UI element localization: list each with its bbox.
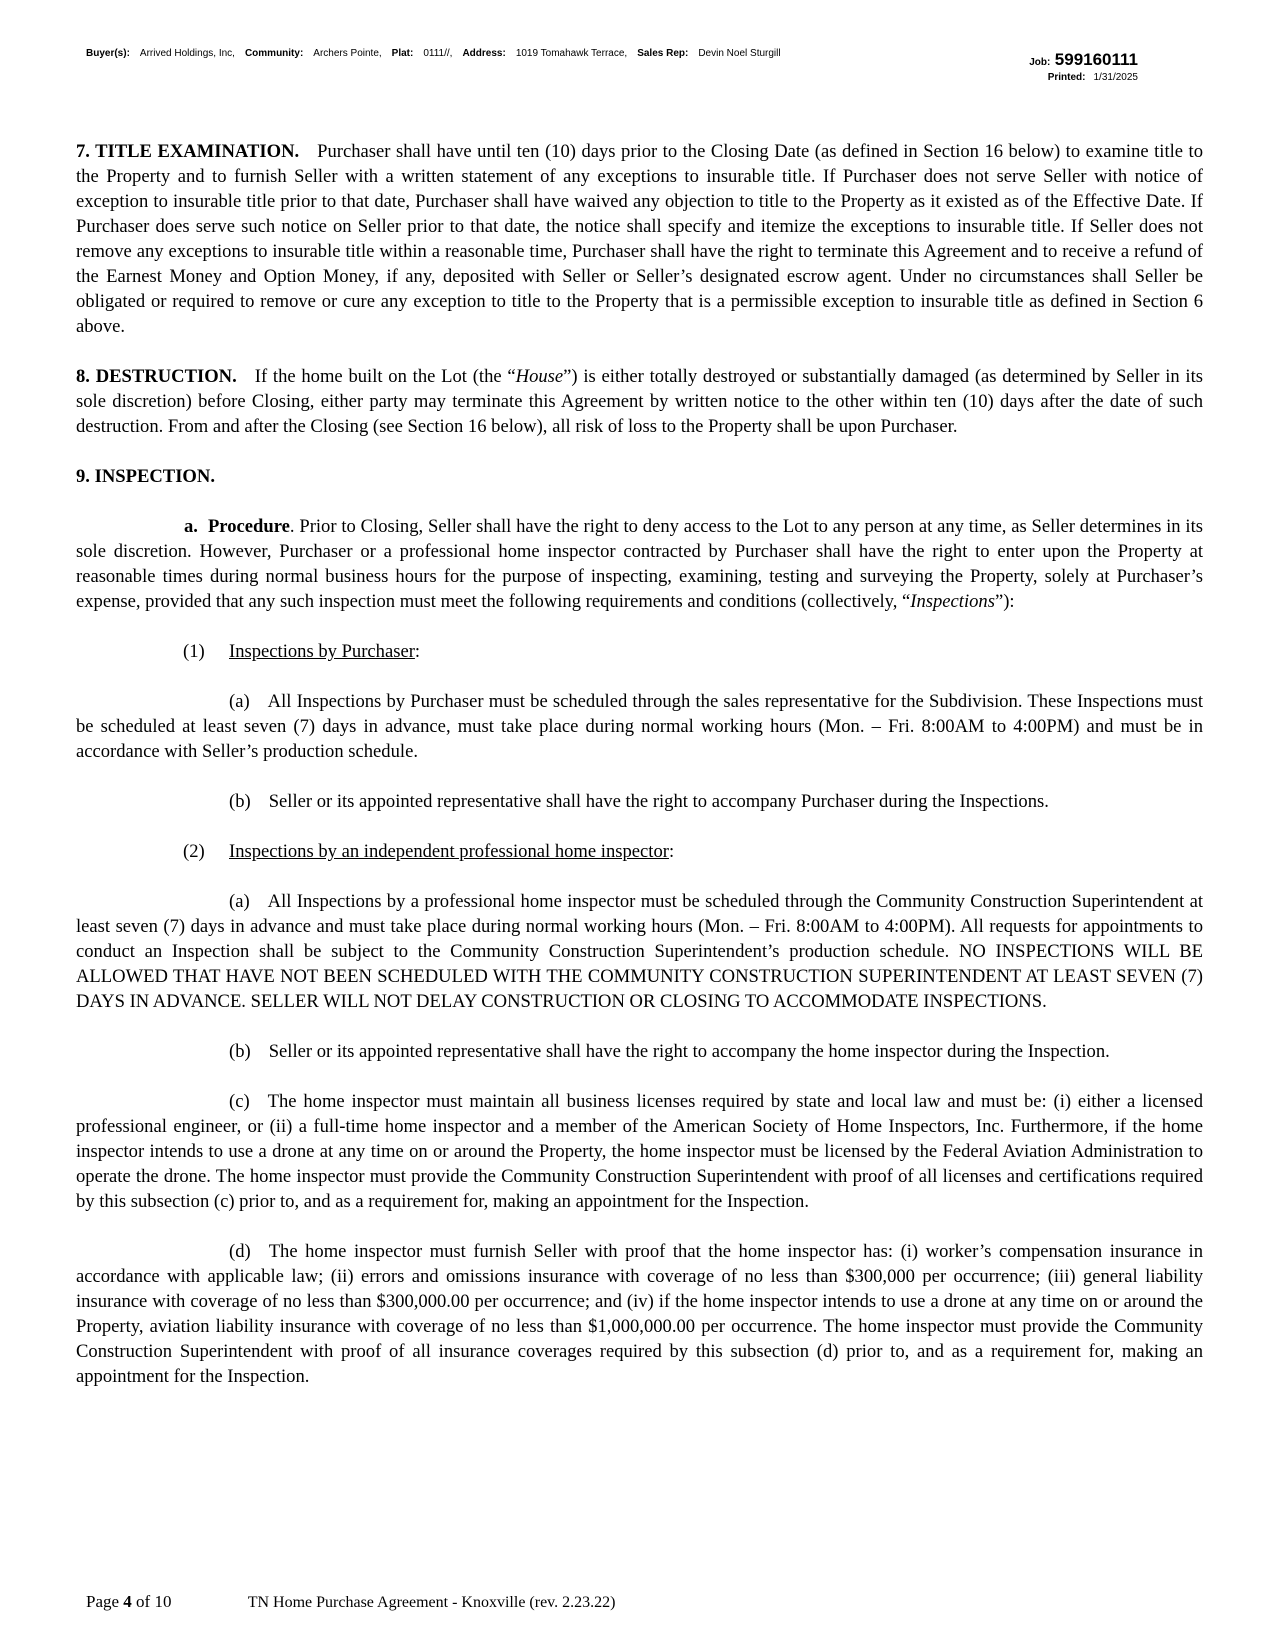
plat-label: Plat: <box>391 48 414 59</box>
section-9-1b-text: Seller or its appointed representative shall have the right to accompany Purchaser during the Inspections. <box>268 791 1049 812</box>
section-8-text-after: ”) is either totally destroyed or substantially damaged (as determined by Seller in its sole discretion) before Closing, either party may terminate this Agreement by written notice to the other within ten (10) days after the date of such destruction. From and after the Closing (see Section 16 below), all risk of loss to the Property shall be upon Purchaser. <box>76 366 1203 437</box>
section-9-2-number: (2) <box>183 841 205 862</box>
section-9-1-title: Inspections by Purchaser <box>229 641 415 662</box>
document-body <box>76 139 1203 1414</box>
section-9a-label: a. <box>184 516 198 537</box>
section-9-1a-text: All Inspections by Purchaser must be scheduled through the sales representative for the Subdivision. These Inspections must be scheduled at least seven (7) days in advance, must take place during normal working hours (Mon. – Fri. 8:00AM to 4:00PM) and must be in accordance with Seller’s production schedule. <box>76 691 1203 762</box>
section-7-text: Purchaser shall have until ten (10) days prior to the Closing Date (as defined in Section 16 below) to examine title to the Property and to furnish Seller with a written statement of any exceptions to insurable title. If Purchaser does not serve Seller with notice of exception to insurable title prior to that date, Purchaser shall have waived any objection to title to the Property as it existed as of the Effective Date. If Purchaser does serve such notice on Seller prior to that date, the notice shall specify and itemize the exceptions to insurable title. If Seller does not remove any exceptions to insurable title within a reasonable time, Purchaser shall have the right to terminate this Agreement and to receive a refund of the Earnest Money and Option Money, if any, deposited with Seller or Seller’s designated escrow agent. Under no circumstances shall Seller be obligated or required to remove or cure any exception to title to the Property that is a permissible exception to insurable title as defined in Section 6 above. <box>76 141 1204 337</box>
section-9-2a-label: (a) <box>229 891 250 912</box>
section-8-heading: 8. DESTRUCTION. <box>76 366 237 387</box>
page-total: 10 <box>154 1592 172 1611</box>
plat-value: 0111//, <box>423 48 453 59</box>
page-word: Page <box>86 1592 120 1611</box>
section-9-2c-text: The home inspector must maintain all business licenses required by state and local law and must be: (i) either a licensed professional engineer, or (ii) a full-time home inspector and a member of the American Society of Home Inspectors, Inc. Furthermore, if the home inspector intends to use a drone at any time on or around the Property, the home inspector must be licensed by the Federal Aviation Administration to operate the drone. The home inspector must provide the Community Construction Superintendent with proof of all licenses and certifications required by this subsection (c) prior to, and as a requirement for, making an appointment for the Inspection. <box>76 1091 1203 1212</box>
address-label: Address: <box>462 48 506 59</box>
section-9a-text-after: ”): <box>994 591 1015 612</box>
sales-rep-value: Devin Noel Sturgill <box>698 48 781 59</box>
section-8-defined-term: House <box>515 366 564 387</box>
community-label: Community: <box>244 48 304 59</box>
section-7-heading: 7. TITLE EXAMINATION. <box>76 141 300 162</box>
section-9-1b-paragraph <box>76 789 1203 814</box>
section-9-2c-label: (c) <box>229 1091 250 1112</box>
section-9-2b-label: (b) <box>229 1041 251 1062</box>
printed-label: Printed: <box>1047 72 1086 83</box>
section-9a-defined-term: Inspections <box>910 591 995 612</box>
job-number: 599160111 <box>1054 50 1138 69</box>
section-9-2d-label: (d) <box>229 1241 251 1262</box>
section-9-1a-paragraph <box>76 689 1203 764</box>
section-9-1-heading <box>76 639 1203 664</box>
section-9a-title: Procedure <box>207 516 290 537</box>
form-name: TN Home Purchase Agreement - Knoxville (rev. 2.23.22) <box>247 1594 616 1611</box>
section-9-2c-paragraph <box>76 1089 1203 1214</box>
section-9-2a-text: All Inspections by a professional home inspector must be scheduled through the Community Construction Superintendent at least seven (7) days in advance and must take place during normal working hours (Mon. – Fri. 8:00AM to 4:00PM). All requests for appointments to conduct an Inspection shall be subject to the Community Construction Superintendent’s production schedule. NO INSPECTIONS WILL BE ALLOWED THAT HAVE NOT BEEN SCHEDULED WITH THE COMMUNITY CONSTRUCTION SUPERINTENDENT AT LEAST SEVEN (7) DAYS IN ADVANCE. SELLER WILL NOT DELAY CONSTRUCTION OR CLOSING TO ACCOMMODATE INSPECTIONS. <box>76 891 1203 1012</box>
section-9a-text-before: . Prior to Closing, Seller shall have the right to deny access to the Lot to any person at any time, as Seller determines in its sole discretion. However, Purchaser or a professional home inspector contracted by Purchaser shall have the right to enter upon the Property at reasonable times during normal business hours for the purpose of inspecting, examining, testing and surveying the Property, solely at Purchaser’s expense, provided that any such inspection must meet the following requirements and conditions (collectively, “ <box>76 516 1203 612</box>
section-9-2d-paragraph <box>76 1239 1203 1389</box>
section-9-2a-paragraph <box>76 889 1203 1014</box>
section-9-1-number: (1) <box>183 641 205 662</box>
section-9-1b-label: (b) <box>229 791 251 812</box>
section-9-2b-text: Seller or its appointed representative shall have the right to accompany the home inspector during the Inspection. <box>268 1041 1110 1062</box>
section-9-2-colon: : <box>668 841 675 862</box>
printed-date: 1/31/2025 <box>1093 72 1138 83</box>
page-footer <box>86 1592 615 1612</box>
section-9-2d-text: The home inspector must furnish Seller with proof that the home inspector has: (i) worker’s compensation insurance in accordance with applicable law; (ii) errors and omissions insurance with coverage of no less than $300,000 per occurrence; (iii) general liability insurance with coverage of no less than $300,000.00 per occurrence; and (iv) if the home inspector intends to use a drone at any time on or around the Property, aviation liability insurance with coverage of no less than $1,000,000.00 per occurrence. The home inspector must provide the Community Construction Superintendent with proof of all insurance coverages required by this subsection (d) prior to, and as a requirement for, making an appointment for the Inspection. <box>76 1241 1203 1387</box>
job-info <box>1029 50 1138 83</box>
buyer-value: Arrived Holdings, Inc, <box>139 48 235 59</box>
page-of: of <box>136 1592 151 1611</box>
section-9-2-title: Inspections by an independent professional home inspector <box>229 841 669 862</box>
community-value: Archers Pointe, <box>313 48 382 59</box>
address-value: 1019 Tomahawk Terrace, <box>515 48 628 59</box>
page-current: 4 <box>123 1592 132 1611</box>
section-8-paragraph <box>76 364 1203 439</box>
section-7-paragraph <box>76 139 1203 339</box>
section-9-1a-label: (a) <box>229 691 250 712</box>
section-9-2-heading <box>76 839 1203 864</box>
section-9-2b-paragraph <box>76 1039 1203 1064</box>
section-8-text-before: If the home built on the Lot (the “ <box>254 366 516 387</box>
section-9-heading: 9. INSPECTION. <box>76 466 215 487</box>
sales-rep-label: Sales Rep: <box>637 48 689 59</box>
section-9-heading-paragraph <box>76 464 1203 489</box>
section-9a-paragraph <box>76 514 1203 614</box>
job-label: Job: <box>1029 57 1051 68</box>
buyer-label: Buyer(s): <box>86 48 130 59</box>
section-9-1-colon: : <box>414 641 421 662</box>
document-header-info <box>86 48 791 59</box>
